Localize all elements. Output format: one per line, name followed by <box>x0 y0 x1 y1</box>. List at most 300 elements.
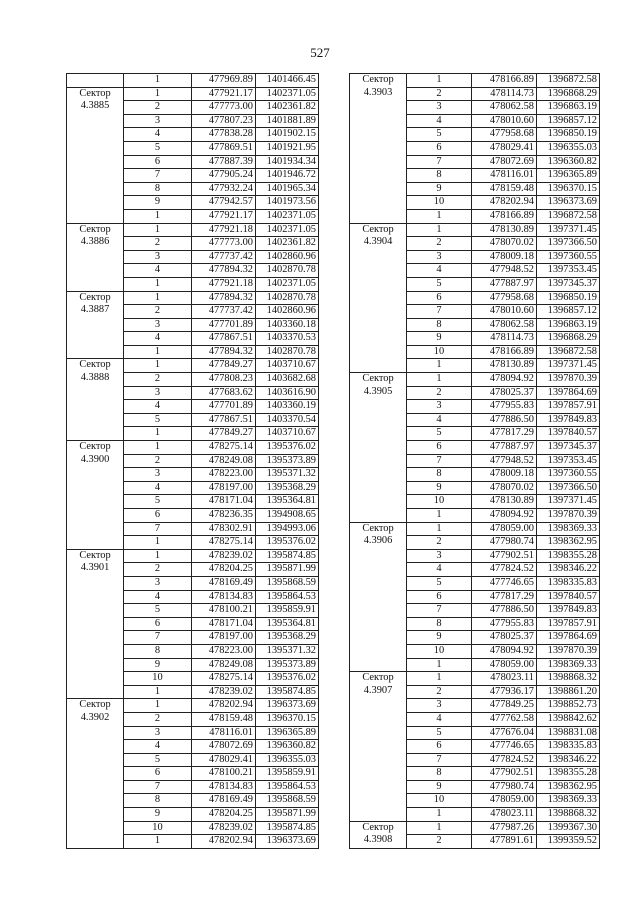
x-coordinate-cell: 478070.02 <box>472 237 537 251</box>
x-coordinate-cell: 478072.69 <box>472 155 537 169</box>
x-coordinate-cell: 477948.52 <box>472 264 537 278</box>
y-coordinate-cell: 1397353.45 <box>537 454 600 468</box>
y-coordinate-cell: 1397849.83 <box>537 604 600 618</box>
x-coordinate-cell: 478134.83 <box>192 590 256 604</box>
page-number: 527 <box>310 45 330 60</box>
sector-code: 4.3901 <box>80 562 110 574</box>
sector-label-cell <box>67 441 124 550</box>
y-coordinate-cell: 1403682.68 <box>256 373 319 387</box>
y-coordinate-cell: 1395871.99 <box>256 563 319 577</box>
y-coordinate-cell: 1398842.62 <box>537 712 600 726</box>
x-coordinate-cell: 478009.18 <box>472 250 537 264</box>
sector-label-cell <box>350 373 407 523</box>
y-coordinate-cell: 1396370.15 <box>256 712 319 726</box>
y-coordinate-cell: 1395368.29 <box>256 481 319 495</box>
y-coordinate-cell: 1396373.69 <box>537 196 600 210</box>
y-coordinate-cell: 1401466.45 <box>256 74 319 88</box>
point-number-cell: 9 <box>124 658 192 672</box>
table-row <box>350 821 600 835</box>
x-coordinate-cell: 477902.51 <box>472 767 537 781</box>
table-row <box>67 87 319 101</box>
x-coordinate-cell: 478166.89 <box>472 74 537 88</box>
x-coordinate-cell: 478116.01 <box>192 726 256 740</box>
point-number-cell: 6 <box>407 291 472 305</box>
x-coordinate-cell: 478236.35 <box>192 509 256 523</box>
point-number-cell: 10 <box>407 794 472 808</box>
y-coordinate-cell: 1395364.81 <box>256 495 319 509</box>
y-coordinate-cell: 1398868.32 <box>537 672 600 686</box>
point-number-cell: 9 <box>407 780 472 794</box>
point-number-cell: 8 <box>124 644 192 658</box>
x-coordinate-cell: 477942.57 <box>192 196 256 210</box>
point-number-cell: 5 <box>407 427 472 441</box>
x-coordinate-cell: 478010.60 <box>472 305 537 319</box>
sector-code: 4.3886 <box>80 236 110 248</box>
y-coordinate-cell: 1402870.78 <box>256 345 319 359</box>
x-coordinate-cell: 478130.89 <box>472 359 537 373</box>
x-coordinate-cell: 478166.89 <box>472 345 537 359</box>
y-coordinate-cell: 1397345.37 <box>537 277 600 291</box>
x-coordinate-cell: 477980.74 <box>472 536 537 550</box>
x-coordinate-cell: 478114.73 <box>472 332 537 346</box>
point-number-cell: 1 <box>407 209 472 223</box>
point-number-cell: 10 <box>407 345 472 359</box>
point-number-cell: 6 <box>407 590 472 604</box>
x-coordinate-cell: 478249.08 <box>192 658 256 672</box>
x-coordinate-cell: 477887.39 <box>192 155 256 169</box>
point-number-cell: 8 <box>124 182 192 196</box>
point-number-cell: 2 <box>407 237 472 251</box>
x-coordinate-cell: 477921.17 <box>192 87 256 101</box>
x-coordinate-cell: 477817.29 <box>472 590 537 604</box>
x-coordinate-cell: 477932.24 <box>192 182 256 196</box>
sector-code: 4.3904 <box>363 236 393 248</box>
x-coordinate-cell: 478275.14 <box>192 441 256 455</box>
sector-label: Сектор <box>79 549 111 561</box>
y-coordinate-cell: 1397371.45 <box>537 359 600 373</box>
x-coordinate-cell: 478059.00 <box>472 794 537 808</box>
point-number-cell: 1 <box>124 209 192 223</box>
x-coordinate-cell: 477936.17 <box>472 685 537 699</box>
y-coordinate-cell: 1395864.53 <box>256 590 319 604</box>
y-coordinate-cell: 1402371.05 <box>256 277 319 291</box>
y-coordinate-cell: 1401934.34 <box>256 155 319 169</box>
y-coordinate-cell: 1402870.78 <box>256 264 319 278</box>
x-coordinate-cell: 478223.00 <box>192 644 256 658</box>
y-coordinate-cell: 1402870.78 <box>256 291 319 305</box>
table-body-right <box>350 74 600 849</box>
point-number-cell: 3 <box>407 699 472 713</box>
point-number-cell: 2 <box>124 237 192 251</box>
x-coordinate-cell: 477773.00 <box>192 237 256 251</box>
x-coordinate-cell: 477886.50 <box>472 604 537 618</box>
point-number-cell: 1 <box>124 835 192 849</box>
y-coordinate-cell: 1395874.85 <box>256 685 319 699</box>
point-number-cell: 2 <box>124 373 192 387</box>
x-coordinate-cell: 477676.04 <box>472 726 537 740</box>
point-number-cell: 4 <box>407 264 472 278</box>
y-coordinate-cell: 1403360.18 <box>256 318 319 332</box>
point-number-cell: 1 <box>124 699 192 713</box>
sector-label-cell <box>67 291 124 359</box>
point-number-cell: 9 <box>124 808 192 822</box>
point-number-cell: 9 <box>407 481 472 495</box>
sector-label: Сектор <box>79 441 111 453</box>
point-number-cell: 4 <box>407 563 472 577</box>
y-coordinate-cell: 1396863.19 <box>537 101 600 115</box>
x-coordinate-cell: 478202.94 <box>192 699 256 713</box>
x-coordinate-cell: 478070.02 <box>472 481 537 495</box>
x-coordinate-cell: 478059.00 <box>472 522 537 536</box>
x-coordinate-cell: 478029.41 <box>472 141 537 155</box>
y-coordinate-cell: 1397864.69 <box>537 631 600 645</box>
x-coordinate-cell: 478275.14 <box>192 536 256 550</box>
point-number-cell: 6 <box>407 141 472 155</box>
x-coordinate-cell: 477958.68 <box>472 128 537 142</box>
point-number-cell: 4 <box>124 590 192 604</box>
point-number-cell: 8 <box>407 767 472 781</box>
y-coordinate-cell: 1398346.22 <box>537 563 600 577</box>
point-number-cell: 8 <box>407 468 472 482</box>
x-coordinate-cell: 477894.32 <box>192 291 256 305</box>
x-coordinate-cell: 478130.89 <box>472 223 537 237</box>
sector-label-cell <box>67 74 124 88</box>
x-coordinate-cell: 478072.69 <box>192 740 256 754</box>
point-number-cell: 4 <box>124 740 192 754</box>
x-coordinate-cell: 477737.42 <box>192 250 256 264</box>
x-coordinate-cell: 478010.60 <box>472 114 537 128</box>
point-number-cell: 1 <box>124 536 192 550</box>
y-coordinate-cell: 1396360.82 <box>537 155 600 169</box>
point-number-cell: 2 <box>407 685 472 699</box>
table-row <box>350 672 600 686</box>
x-coordinate-cell: 477969.89 <box>192 74 256 88</box>
point-number-cell: 1 <box>124 291 192 305</box>
x-coordinate-cell: 478159.48 <box>472 182 537 196</box>
y-coordinate-cell: 1395376.02 <box>256 536 319 550</box>
sector-label: Сектор <box>79 699 111 711</box>
point-number-cell: 6 <box>407 740 472 754</box>
sector-code: 4.3905 <box>363 385 393 397</box>
point-number-cell: 7 <box>124 631 192 645</box>
point-number-cell: 1 <box>124 359 192 373</box>
point-number-cell: 10 <box>407 495 472 509</box>
sector-code: 4.3903 <box>363 86 393 98</box>
y-coordinate-cell: 1397345.37 <box>537 441 600 455</box>
y-coordinate-cell: 1403360.19 <box>256 400 319 414</box>
point-number-cell: 8 <box>407 318 472 332</box>
sector-label-cell <box>67 87 124 223</box>
point-number-cell: 4 <box>124 264 192 278</box>
point-number-cell: 3 <box>407 549 472 563</box>
sector-label: Сектор <box>362 373 394 385</box>
point-number-cell: 3 <box>124 576 192 590</box>
y-coordinate-cell: 1398831.08 <box>537 726 600 740</box>
sector-label-cell <box>350 821 407 848</box>
sector-label-cell <box>350 74 407 224</box>
point-number-cell: 5 <box>407 277 472 291</box>
point-number-cell: 4 <box>124 128 192 142</box>
point-number-cell: 2 <box>407 87 472 101</box>
y-coordinate-cell: 1403616.90 <box>256 386 319 400</box>
x-coordinate-cell: 477817.29 <box>472 427 537 441</box>
y-coordinate-cell: 1395371.32 <box>256 644 319 658</box>
y-coordinate-cell: 1397360.55 <box>537 468 600 482</box>
table-row <box>350 522 600 536</box>
y-coordinate-cell: 1396863.19 <box>537 318 600 332</box>
sector-label: Сектор <box>362 223 394 235</box>
point-number-cell: 1 <box>407 821 472 835</box>
point-number-cell: 1 <box>124 223 192 237</box>
point-number-cell: 9 <box>407 332 472 346</box>
y-coordinate-cell: 1397840.57 <box>537 427 600 441</box>
y-coordinate-cell: 1397870.39 <box>537 509 600 523</box>
x-coordinate-cell: 478204.25 <box>192 808 256 822</box>
x-coordinate-cell: 478025.37 <box>472 631 537 645</box>
x-coordinate-cell: 477958.68 <box>472 291 537 305</box>
x-coordinate-cell: 478166.89 <box>472 209 537 223</box>
y-coordinate-cell: 1396355.03 <box>256 753 319 767</box>
y-coordinate-cell: 1396355.03 <box>537 141 600 155</box>
y-coordinate-cell: 1395871.99 <box>256 808 319 822</box>
point-number-cell: 8 <box>407 169 472 183</box>
y-coordinate-cell: 1396365.89 <box>537 169 600 183</box>
sector-label: Сектор <box>79 359 111 371</box>
y-coordinate-cell: 1398369.33 <box>537 794 600 808</box>
x-coordinate-cell: 477921.18 <box>192 277 256 291</box>
x-coordinate-cell: 477955.83 <box>472 400 537 414</box>
point-number-cell: 3 <box>124 468 192 482</box>
sector-label-cell <box>350 223 407 373</box>
y-coordinate-cell: 1396370.15 <box>537 182 600 196</box>
x-coordinate-cell: 477869.51 <box>192 141 256 155</box>
x-coordinate-cell: 477894.32 <box>192 345 256 359</box>
point-number-cell: 3 <box>124 386 192 400</box>
y-coordinate-cell: 1396872.58 <box>537 209 600 223</box>
y-coordinate-cell: 1395868.59 <box>256 576 319 590</box>
y-coordinate-cell: 1395859.91 <box>256 767 319 781</box>
y-coordinate-cell: 1395371.32 <box>256 468 319 482</box>
y-coordinate-cell: 1396868.29 <box>537 332 600 346</box>
x-coordinate-cell: 477980.74 <box>472 780 537 794</box>
point-number-cell: 5 <box>124 141 192 155</box>
x-coordinate-cell: 478130.89 <box>472 495 537 509</box>
x-coordinate-cell: 478009.18 <box>472 468 537 482</box>
x-coordinate-cell: 478094.92 <box>472 509 537 523</box>
x-coordinate-cell: 478302.91 <box>192 522 256 536</box>
x-coordinate-cell: 477701.89 <box>192 318 256 332</box>
y-coordinate-cell: 1402860.96 <box>256 305 319 319</box>
y-coordinate-cell: 1396872.58 <box>537 345 600 359</box>
point-number-cell: 5 <box>407 726 472 740</box>
x-coordinate-cell: 477849.27 <box>192 427 256 441</box>
x-coordinate-cell: 478169.49 <box>192 794 256 808</box>
point-number-cell: 5 <box>124 413 192 427</box>
y-coordinate-cell: 1396872.58 <box>537 74 600 88</box>
y-coordinate-cell: 1402371.05 <box>256 223 319 237</box>
sector-label: Сектор <box>362 74 394 85</box>
y-coordinate-cell: 1402371.05 <box>256 209 319 223</box>
y-coordinate-cell: 1402371.05 <box>256 87 319 101</box>
y-coordinate-cell: 1396373.69 <box>256 835 319 849</box>
y-coordinate-cell: 1403370.54 <box>256 413 319 427</box>
y-coordinate-cell: 1398362.95 <box>537 780 600 794</box>
point-number-cell: 6 <box>124 617 192 631</box>
y-coordinate-cell: 1398868.32 <box>537 808 600 822</box>
y-coordinate-cell: 1395859.91 <box>256 604 319 618</box>
point-number-cell: 6 <box>124 155 192 169</box>
table-row <box>67 359 319 373</box>
point-number-cell: 7 <box>407 155 472 169</box>
x-coordinate-cell: 478249.08 <box>192 454 256 468</box>
point-number-cell: 4 <box>124 332 192 346</box>
x-coordinate-cell: 477824.52 <box>472 753 537 767</box>
y-coordinate-cell: 1397857.91 <box>537 617 600 631</box>
y-coordinate-cell: 1396365.89 <box>256 726 319 740</box>
sector-label-cell <box>350 522 407 672</box>
point-number-cell: 7 <box>124 780 192 794</box>
y-coordinate-cell: 1395373.89 <box>256 658 319 672</box>
x-coordinate-cell: 477955.83 <box>472 617 537 631</box>
y-coordinate-cell: 1397366.50 <box>537 481 600 495</box>
point-number-cell: 3 <box>124 726 192 740</box>
y-coordinate-cell: 1398369.33 <box>537 522 600 536</box>
y-coordinate-cell: 1394908.65 <box>256 509 319 523</box>
y-coordinate-cell: 1402361.82 <box>256 101 319 115</box>
x-coordinate-cell: 477807.23 <box>192 114 256 128</box>
point-number-cell: 1 <box>124 277 192 291</box>
point-number-cell: 5 <box>407 576 472 590</box>
y-coordinate-cell: 1396360.82 <box>256 740 319 754</box>
x-coordinate-cell: 478059.00 <box>472 658 537 672</box>
sector-label-cell <box>350 672 407 822</box>
x-coordinate-cell: 478159.48 <box>192 712 256 726</box>
x-coordinate-cell: 478062.58 <box>472 318 537 332</box>
x-coordinate-cell: 477902.51 <box>472 549 537 563</box>
y-coordinate-cell: 1396857.12 <box>537 114 600 128</box>
point-number-cell: 4 <box>124 400 192 414</box>
table-row <box>67 699 319 713</box>
point-number-cell: 3 <box>124 318 192 332</box>
x-coordinate-cell: 477838.28 <box>192 128 256 142</box>
point-number-cell: 4 <box>407 114 472 128</box>
x-coordinate-cell: 477773.00 <box>192 101 256 115</box>
point-number-cell: 1 <box>124 441 192 455</box>
sector-label: Сектор <box>79 291 111 303</box>
point-number-cell: 2 <box>124 454 192 468</box>
point-number-cell: 5 <box>124 753 192 767</box>
y-coordinate-cell: 1398355.28 <box>537 767 600 781</box>
y-coordinate-cell: 1401921.95 <box>256 141 319 155</box>
point-number-cell: 7 <box>407 454 472 468</box>
y-coordinate-cell: 1397371.45 <box>537 495 600 509</box>
x-coordinate-cell: 478116.01 <box>472 169 537 183</box>
point-number-cell: 6 <box>407 441 472 455</box>
point-number-cell: 4 <box>407 413 472 427</box>
x-coordinate-cell: 478029.41 <box>192 753 256 767</box>
point-number-cell: 8 <box>407 617 472 631</box>
point-number-cell: 1 <box>124 74 192 88</box>
y-coordinate-cell: 1397870.39 <box>537 373 600 387</box>
x-coordinate-cell: 478239.02 <box>192 549 256 563</box>
sector-label: Сектор <box>362 672 394 684</box>
y-coordinate-cell: 1396373.69 <box>256 699 319 713</box>
y-coordinate-cell: 1396857.12 <box>537 305 600 319</box>
y-coordinate-cell: 1397366.50 <box>537 237 600 251</box>
table-row <box>350 223 600 237</box>
point-number-cell: 1 <box>124 427 192 441</box>
x-coordinate-cell: 478171.04 <box>192 495 256 509</box>
table-row <box>67 549 319 563</box>
coordinates-table-right <box>349 73 600 849</box>
y-coordinate-cell: 1396850.19 <box>537 291 600 305</box>
point-number-cell: 5 <box>124 495 192 509</box>
point-number-cell: 8 <box>124 794 192 808</box>
y-coordinate-cell: 1397840.57 <box>537 590 600 604</box>
y-coordinate-cell: 1402361.82 <box>256 237 319 251</box>
y-coordinate-cell: 1398355.28 <box>537 549 600 563</box>
x-coordinate-cell: 478202.94 <box>472 196 537 210</box>
y-coordinate-cell: 1399367.30 <box>537 821 600 835</box>
x-coordinate-cell: 477849.25 <box>472 699 537 713</box>
sector-label-cell <box>67 359 124 441</box>
point-number-cell: 9 <box>124 196 192 210</box>
point-number-cell: 3 <box>407 101 472 115</box>
sector-label-cell <box>67 699 124 849</box>
point-number-cell: 9 <box>407 182 472 196</box>
x-coordinate-cell: 478114.73 <box>472 87 537 101</box>
x-coordinate-cell: 477808.23 <box>192 373 256 387</box>
x-coordinate-cell: 478100.21 <box>192 604 256 618</box>
y-coordinate-cell: 1396868.29 <box>537 87 600 101</box>
sector-code: 4.3887 <box>80 304 110 316</box>
point-number-cell: 1 <box>407 509 472 523</box>
point-number-cell: 5 <box>124 604 192 618</box>
table-row <box>350 74 600 88</box>
x-coordinate-cell: 478171.04 <box>192 617 256 631</box>
y-coordinate-cell: 1398335.83 <box>537 740 600 754</box>
y-coordinate-cell: 1398335.83 <box>537 576 600 590</box>
y-coordinate-cell: 1402860.96 <box>256 250 319 264</box>
point-number-cell: 1 <box>407 522 472 536</box>
point-number-cell: 3 <box>124 250 192 264</box>
table-row <box>67 441 319 455</box>
sector-label-cell <box>67 549 124 699</box>
point-number-cell: 3 <box>124 114 192 128</box>
point-number-cell: 2 <box>407 386 472 400</box>
point-number-cell: 2 <box>124 712 192 726</box>
y-coordinate-cell: 1401881.89 <box>256 114 319 128</box>
y-coordinate-cell: 1398362.95 <box>537 536 600 550</box>
x-coordinate-cell: 478094.92 <box>472 644 537 658</box>
point-number-cell: 1 <box>407 223 472 237</box>
point-number-cell: 2 <box>124 101 192 115</box>
point-number-cell: 1 <box>407 672 472 686</box>
point-number-cell: 2 <box>407 835 472 849</box>
y-coordinate-cell: 1395376.02 <box>256 441 319 455</box>
x-coordinate-cell: 477887.97 <box>472 277 537 291</box>
x-coordinate-cell: 477824.52 <box>472 563 537 577</box>
point-number-cell: 4 <box>124 481 192 495</box>
point-number-cell: 3 <box>407 250 472 264</box>
x-coordinate-cell: 477867.51 <box>192 413 256 427</box>
x-coordinate-cell: 477886.50 <box>472 413 537 427</box>
y-coordinate-cell: 1395864.53 <box>256 780 319 794</box>
x-coordinate-cell: 477849.27 <box>192 359 256 373</box>
table-row <box>67 223 319 237</box>
y-coordinate-cell: 1401946.72 <box>256 169 319 183</box>
x-coordinate-cell: 478094.92 <box>472 373 537 387</box>
